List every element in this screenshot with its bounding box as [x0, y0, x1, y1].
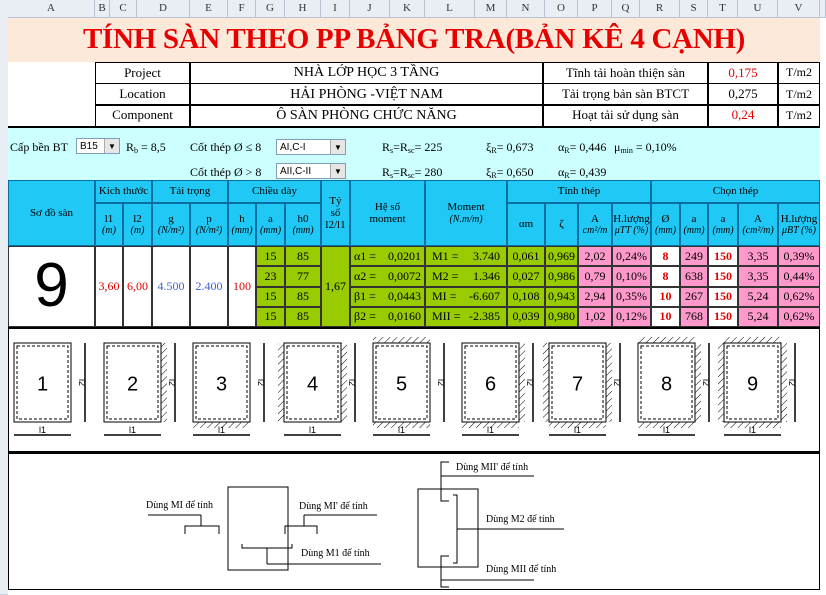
cell-moment — [425, 246, 507, 266]
slab-ratio: 1,67 — [321, 246, 350, 327]
cell-moment — [425, 307, 507, 327]
cell-abt: 150 — [708, 287, 738, 307]
cell-mubt: 0,39% — [778, 246, 820, 266]
note-m1: Dùng M1 để tính — [301, 548, 370, 559]
rb-symbol: R — [126, 140, 135, 154]
header-he-so — [350, 180, 425, 246]
l2-label: l2 — [612, 378, 622, 387]
column-header-F: F — [228, 0, 256, 18]
slab-diagrams-drawing — [9, 329, 821, 454]
coef-name: α1 = — [354, 248, 377, 263]
page-title: TÍNH SÀN THEO PP BẢNG TRA(BẢN KÊ 4 CẠNH) — [8, 18, 820, 62]
header-so_do: Sơ đồ sàn — [29, 206, 74, 219]
cell-coef — [350, 307, 425, 327]
header-h: h — [239, 212, 245, 225]
steel2-select[interactable] — [276, 163, 346, 179]
note-mi: Dùng MI để tính — [146, 500, 213, 511]
steel1-label: Cốt thép Ø ≤ 8 — [190, 140, 262, 154]
column-header-S: S — [680, 0, 708, 18]
cell-a: 15 — [256, 287, 285, 307]
rs1-value: = 225 — [414, 140, 443, 154]
l2-label: l2 — [701, 378, 711, 387]
header-phi: Ø — [661, 212, 670, 225]
column-header-Q: Q — [612, 0, 640, 18]
header-p: p — [206, 212, 212, 225]
column-header-U: U — [738, 0, 778, 18]
note-mii-prime: Dùng MII' để tính — [456, 462, 529, 473]
header-l1: l1 — [104, 212, 114, 225]
header-l2 — [123, 203, 152, 246]
reinforcement-sketch — [9, 454, 821, 592]
cell-att: 768 — [680, 307, 708, 327]
header-hl2 — [778, 203, 820, 246]
load-label: Hoạt tải sử dụng sàn — [543, 105, 708, 127]
header-att: a — [691, 212, 697, 225]
header-mm: (mm) — [292, 225, 314, 237]
cell-as: 2,94 — [578, 287, 612, 307]
fixed-edge-hatch — [718, 343, 724, 422]
concrete-grade-select[interactable] — [76, 138, 120, 154]
slab-diagram-label: 4 — [306, 373, 319, 396]
moment-name: MI = — [432, 289, 457, 304]
coef-name: α2 = — [354, 268, 377, 283]
cell-mu: 0,12% — [612, 307, 651, 327]
cell-as: 0,79 — [578, 266, 612, 286]
header-as: A — [591, 212, 599, 225]
l2-label: l2 — [787, 378, 797, 387]
cell-asch: 3,35 — [738, 266, 778, 286]
cell-as: 1,02 — [578, 307, 612, 327]
cell-att: 249 — [680, 246, 708, 266]
header-hl: H.lượng — [780, 212, 818, 225]
ak1: $\alpha_R= 0,446$ — [558, 140, 607, 155]
load-value: 0,275 — [708, 83, 778, 105]
cell-zeta: 0,986 — [545, 266, 578, 286]
ak2-value: = 0,439 — [569, 165, 607, 179]
project-value: HẢI PHÒNG -VIỆT NAM — [190, 83, 543, 105]
cell-mu: 0,35% — [612, 287, 651, 307]
column-header-L: L — [425, 0, 475, 18]
cell-abt: 150 — [708, 266, 738, 286]
column-header-V: V — [778, 0, 820, 18]
moment-name: M1 = — [432, 248, 459, 263]
slab-diagram-label: 2 — [126, 373, 139, 396]
header-hl2_unit: μBT (%) — [782, 225, 816, 237]
header-kich_thuoc: Kích thước — [98, 185, 149, 198]
l2-label: l2 — [525, 378, 535, 387]
slab-type: 9 — [8, 246, 95, 327]
coef-name: β1 = — [354, 289, 376, 304]
coef-value: 0,0201 — [388, 248, 421, 263]
cell-zeta: 0,969 — [545, 246, 578, 266]
slab-diagram-label: 9 — [746, 373, 759, 396]
fixed-edge-hatch — [161, 343, 167, 422]
header-moment — [425, 180, 507, 246]
column-header-I: I — [321, 0, 350, 18]
cell-a: 15 — [256, 246, 285, 266]
slab-diagram-label: 1 — [36, 373, 49, 396]
cell-moment — [425, 287, 507, 307]
header-he_so: Hệ số — [374, 200, 401, 213]
header-as_unit: cm²/m — [582, 225, 608, 237]
fixed-edge-hatch — [519, 343, 525, 422]
header-zeta: ζ — [559, 218, 564, 231]
slab-diagram-label: 3 — [215, 373, 228, 396]
header-kich-thuoc — [95, 180, 152, 203]
column-header-G: G — [256, 0, 285, 18]
cell-att: 267 — [680, 287, 708, 307]
header-g — [152, 203, 190, 246]
column-header-H: H — [285, 0, 321, 18]
l1-label: l1 — [662, 425, 671, 435]
load-unit: T/m2 — [778, 83, 820, 105]
slab-diagram-label: 6 — [484, 373, 497, 396]
coef-value: 0,0443 — [388, 289, 421, 304]
cell-mubt: 0,44% — [778, 266, 820, 286]
cell-am: 0,039 — [507, 307, 545, 327]
l1-label: l1 — [486, 425, 495, 435]
header-tinh-thep — [507, 180, 651, 203]
slab-diagram-label: 7 — [571, 373, 584, 396]
cell-phi: 8 — [651, 246, 680, 266]
header-tinh_thep: Tính thép — [557, 185, 601, 198]
moment-usage-diagram — [8, 452, 820, 590]
steel2-value: AII,C-II — [280, 165, 312, 177]
project-label: Project — [95, 62, 190, 84]
fixed-edge-hatch — [638, 337, 695, 343]
l1-label: l1 — [748, 425, 757, 435]
header-att — [680, 203, 708, 246]
header-mm: (mm) — [712, 225, 734, 237]
cell-asch: 3,35 — [738, 246, 778, 266]
moment-value: 1.346 — [473, 268, 500, 283]
column-header-O: O — [545, 0, 578, 18]
column-header-filler — [820, 0, 826, 18]
header-hl — [612, 203, 651, 246]
cell-phi: 10 — [651, 287, 680, 307]
project-label: Location — [95, 83, 190, 105]
header-so-do — [8, 180, 95, 246]
header-he_so2: moment — [369, 213, 406, 225]
header-l2: l2 — [133, 212, 142, 225]
cell-asch: 5,24 — [738, 307, 778, 327]
header-h0 — [285, 203, 321, 246]
header-abt — [708, 203, 738, 246]
l2-label: l2 — [436, 378, 446, 387]
ak1-value: = 0,446 — [569, 140, 607, 154]
cell-a: 15 — [256, 307, 285, 327]
cell-att: 638 — [680, 266, 708, 286]
column-header-C: C — [110, 0, 137, 18]
slab-diagrams — [8, 327, 820, 452]
l1-label: l1 — [308, 425, 317, 435]
header-m: (m) — [130, 225, 145, 237]
cell-a: 23 — [256, 266, 285, 286]
slab-p: 2.400 — [190, 246, 228, 327]
header-tai_trong: Tải trọng — [169, 185, 211, 198]
cell-h0: 85 — [285, 307, 321, 327]
cell-coef — [350, 246, 425, 266]
fixed-edge-hatch — [606, 343, 612, 422]
fixed-edge-hatch — [695, 343, 701, 422]
params-panel — [8, 126, 820, 180]
load-value: 0,175 — [708, 62, 778, 84]
header-tai-trong — [152, 180, 228, 203]
rs1: $R_s=R_{sc}= 225$ — [382, 140, 443, 155]
coef-name: β2 = — [354, 309, 376, 324]
load-label: Tải trọng bản sàn BTCT — [543, 83, 708, 105]
rb-label — [126, 140, 166, 155]
slab-h: 100 — [228, 246, 256, 327]
xi2-value: = 0,650 — [496, 165, 534, 179]
column-header-D: D — [137, 0, 190, 18]
cell-phi: 8 — [651, 266, 680, 286]
cell-as: 2,02 — [578, 246, 612, 266]
column-header-B: B — [95, 0, 110, 18]
note-mii: Dùng MII để tính — [486, 564, 557, 575]
header-mm: (mm) — [683, 225, 705, 237]
column-header-K: K — [390, 0, 425, 18]
slab-g: 4.500 — [152, 246, 190, 327]
rb-sub: b — [134, 146, 139, 155]
cell-coef — [350, 266, 425, 286]
concrete-grade-value: B15 — [80, 140, 98, 152]
fixed-edge-hatch — [781, 343, 787, 422]
l2-label: l2 — [77, 378, 87, 387]
moment-value: 3.740 — [473, 248, 500, 263]
column-header-N: N — [507, 0, 545, 18]
project-value: NHÀ LỚP HỌC 3 TẦNG — [190, 62, 543, 84]
header-ty_so2: số — [330, 206, 341, 219]
header-ty-so — [321, 180, 350, 246]
header-h — [228, 203, 256, 246]
ak2: $\alpha_R= 0,439$ — [558, 165, 607, 180]
steel1-value: AI,C-I — [280, 141, 306, 153]
header-asch_unit: (cm²/m) — [742, 225, 774, 237]
slab-l2: 6,00 — [123, 246, 152, 327]
l1-label: l1 — [128, 425, 137, 435]
header-moment_unit: (N.m/m) — [449, 213, 483, 225]
cell-h0: 85 — [285, 287, 321, 307]
header-chieu_day: Chiều dày — [252, 185, 297, 198]
header-nm2: (N/m²) — [195, 225, 223, 237]
mu-min: $\mu_{min} = 0,10\%$ — [614, 140, 677, 155]
header-phi — [651, 203, 680, 246]
header-chieu-day — [228, 180, 321, 203]
cell-coef — [350, 287, 425, 307]
load-value: 0,24 — [708, 105, 778, 127]
moment-name: M2 = — [432, 268, 459, 283]
header-ty_so: Tỷ — [329, 194, 342, 207]
rs2-value: = 280 — [414, 165, 443, 179]
header-a: a — [268, 212, 273, 225]
header-g: g — [168, 212, 174, 225]
dropdown-arrow-icon[interactable]: ▼ — [104, 139, 119, 153]
column-header-A: A — [8, 0, 95, 18]
column-header-P: P — [578, 0, 612, 18]
moment-name: MII = — [432, 309, 461, 324]
rs2: $R_s=R_{sc}= 280$ — [382, 165, 443, 180]
rb-value: = 8,5 — [141, 140, 166, 154]
header-abt: a — [720, 212, 726, 225]
l1-label: l1 — [397, 425, 406, 435]
xi1: $\xi_R= 0,673$ — [486, 140, 534, 155]
fixed-edge-hatch — [278, 343, 284, 422]
header-mm: (mm) — [654, 225, 677, 237]
header-m: (m) — [102, 225, 116, 237]
steel2-label: Cốt thép Ø > 8 — [190, 165, 262, 179]
column-header-M: M — [475, 0, 507, 18]
cell-moment — [425, 266, 507, 286]
l1-label: l1 — [217, 425, 226, 435]
header-as — [578, 203, 612, 246]
moment-value: -6.607 — [469, 289, 500, 304]
header-ty_so3: l2/l1 — [325, 219, 346, 232]
cell-h0: 77 — [285, 266, 321, 286]
load-unit: T/m2 — [778, 62, 820, 84]
cell-mubt: 0,62% — [778, 287, 820, 307]
project-label: Component — [95, 105, 190, 127]
header-chon_thep: Chọn thép — [712, 185, 759, 198]
cell-zeta: 0,943 — [545, 287, 578, 307]
load-unit: T/m2 — [778, 105, 820, 127]
slab-diagram-label: 8 — [660, 373, 673, 396]
row-header-strip — [0, 0, 8, 595]
project-value: Ô SÀN PHÒNG CHỨC NĂNG — [190, 105, 543, 127]
l2-label: l2 — [167, 378, 177, 387]
cell-mu: 0,10% — [612, 266, 651, 286]
header-zeta — [545, 203, 578, 246]
fixed-edge-hatch — [341, 343, 347, 422]
l1-label: l1 — [573, 425, 582, 435]
header-mm: (mm) — [231, 225, 253, 237]
fixed-edge-hatch — [543, 343, 549, 422]
dropdown-arrow-icon[interactable]: ▼ — [330, 140, 345, 154]
cell-zeta: 0,980 — [545, 307, 578, 327]
cell-asch: 5,24 — [738, 287, 778, 307]
column-header-E: E — [190, 0, 228, 18]
column-header-J: J — [350, 0, 390, 18]
mu-min-value: = 0,10% — [635, 140, 677, 154]
header-moment: Moment — [447, 201, 485, 214]
cell-abt: 150 — [708, 307, 738, 327]
header-a — [256, 203, 285, 246]
header-h0: h0 — [297, 212, 309, 225]
column-header-T: T — [708, 0, 738, 18]
header-asch: A — [754, 212, 762, 225]
cell-mubt: 0,62% — [778, 307, 820, 327]
l2-label: l2 — [347, 378, 357, 387]
header-am: αm — [518, 218, 534, 231]
column-header-R: R — [640, 0, 680, 18]
xi1-value: = 0,673 — [496, 140, 534, 154]
dropdown-arrow-icon[interactable]: ▼ — [330, 164, 345, 178]
header-chon-thep — [651, 180, 820, 203]
cell-phi: 10 — [651, 307, 680, 327]
header-hl_unit: μTT (%) — [614, 225, 649, 237]
cell-h0: 85 — [285, 246, 321, 266]
header-p — [190, 203, 228, 246]
header-asch — [738, 203, 778, 246]
l1-label: l1 — [38, 425, 47, 435]
slab-diagram-label: 5 — [395, 373, 408, 396]
l2-label: l2 — [256, 378, 266, 387]
note-m2: Dùng M2 để tính — [486, 514, 555, 525]
header-l1 — [95, 203, 123, 246]
cell-abt: 150 — [708, 246, 738, 266]
slab-l1: 3,60 — [95, 246, 123, 327]
coef-value: 0,0160 — [388, 309, 421, 324]
cell-am: 0,061 — [507, 246, 545, 266]
concrete-label: Cấp bền BT — [10, 140, 68, 154]
header-nm2: (N/m²) — [157, 225, 185, 237]
fixed-edge-hatch — [724, 337, 781, 343]
header-mm: (mm) — [259, 225, 282, 237]
cell-mu: 0,24% — [612, 246, 651, 266]
coef-value: 0,0072 — [388, 268, 421, 283]
xi2: $\xi_R= 0,650$ — [486, 165, 534, 180]
cell-am: 0,027 — [507, 266, 545, 286]
load-label: Tĩnh tải hoàn thiện sàn — [543, 62, 708, 84]
header-hl: H.lượng — [613, 212, 650, 225]
steel1-select[interactable] — [276, 139, 346, 155]
cell-am: 0,108 — [507, 287, 545, 307]
moment-value: -2.385 — [469, 309, 500, 324]
note-mi-prime: Dùng MI' để tính — [299, 501, 368, 512]
header-am — [507, 203, 545, 246]
fixed-edge-hatch — [373, 337, 430, 343]
